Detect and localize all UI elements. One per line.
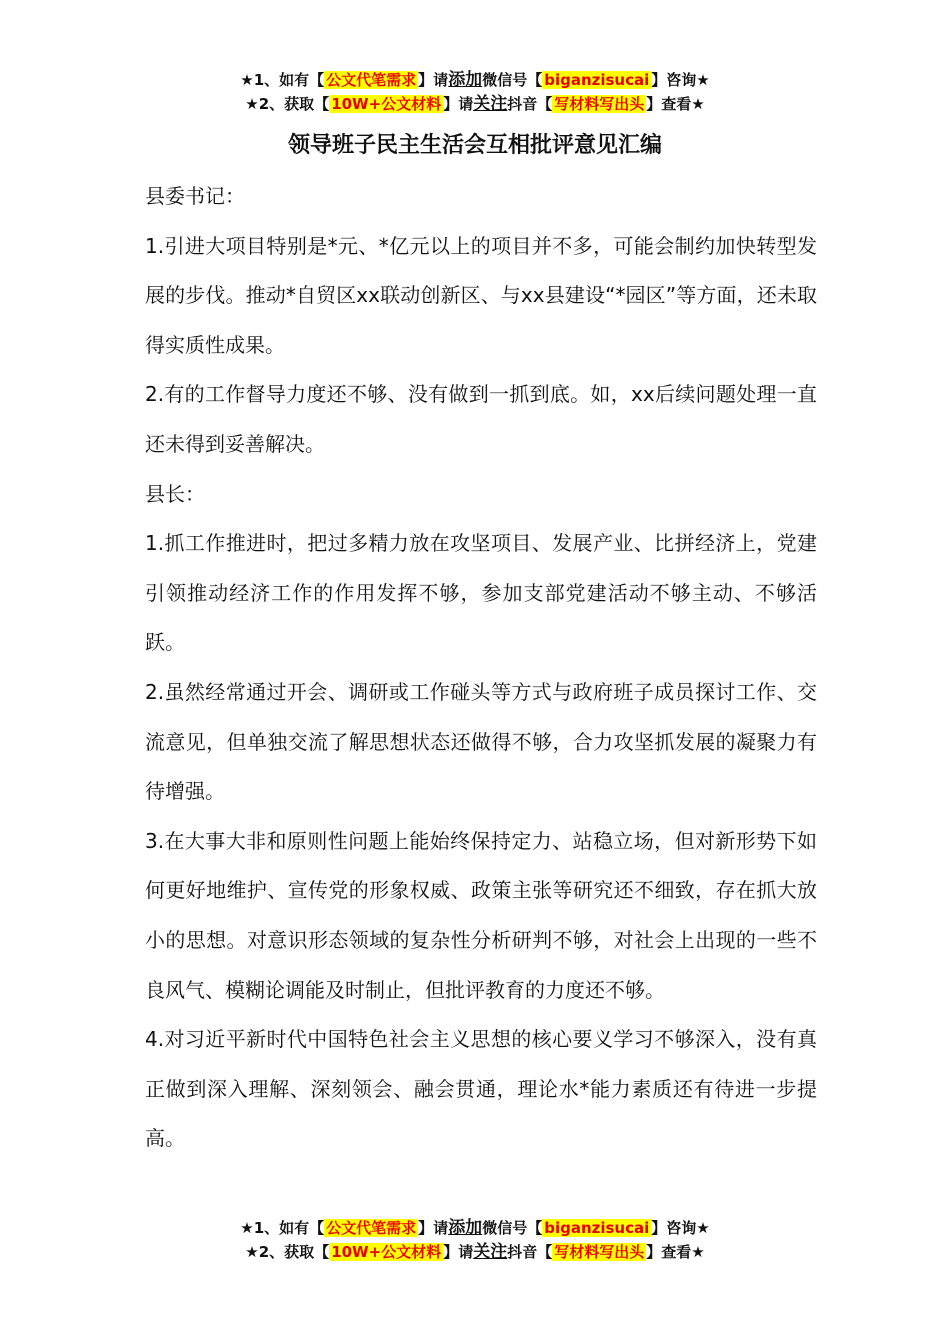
banner-text: 】查看★	[646, 1243, 705, 1261]
paragraph: 2.虽然经常通过开会、调研或工作碰头等方式与政府班子成员探讨工作、交流意见，但单独交流了解思想状态还做得不够，合力攻坚抓发展的凝聚力有待增强。	[145, 679, 817, 804]
paragraph: 1.抓工作推进时，把过多精力放在攻坚项目、发展产业、比拼经济上，党建引领推动经济工作的作用发挥不够，参加支部党建活动不够主动、不够活跃。	[145, 531, 817, 655]
banner-text: 】请	[418, 71, 449, 89]
paragraph: 2.有的工作督导力度还不够、没有做到一抓到底。如，xx后续问题处理一直还未得到妥善解决。	[145, 382, 817, 456]
highlight-wechat-id: biganzisucai	[544, 1219, 650, 1237]
paragraph: 4.对习近平新时代中国特色社会主义思想的核心要义学习不够深入，没有真正做到深入理解、深刻领会、融会贯通，理论水*能力素质还有待进一步提高。	[145, 1027, 817, 1151]
banner-text: 】请	[418, 1219, 449, 1237]
section-heading-county-head: 县长：	[145, 481, 205, 506]
highlight-wechat-id: biganzisucai	[544, 71, 650, 89]
underlined-follow: 关注	[473, 1242, 508, 1262]
banner-text: 微信号【	[482, 71, 543, 89]
banner-text: ★2、获取【	[245, 95, 330, 113]
underlined-add: 添加	[448, 1218, 483, 1238]
highlight-service: 公文代笔需求	[326, 1219, 417, 1237]
paragraph: 3.在大事大非和原则性问题上能始终保持定力、站稳立场，但对新形势下如何更好地维护、宣传党的形象权威、政策主张等研究还不细致，存在抓大放小的思想。对意识形态领域的复杂性分析研判不够，对社会上出现的一些不良风气、模糊论调能及时制止，但批评教育的力度还不够。	[145, 828, 817, 1002]
banner-text: 微信号【	[482, 1219, 543, 1237]
banner-text: ★2、获取【	[245, 1243, 330, 1261]
highlight-materials: 10W+公文材料	[331, 1243, 442, 1261]
underlined-add: 添加	[448, 70, 483, 90]
footer-banner	[0, 1216, 950, 1264]
document-body	[145, 172, 817, 1164]
banner-line-2	[0, 92, 950, 116]
highlight-douyin-id: 写材料写出头	[554, 1243, 645, 1261]
banner-text: 】请	[443, 1243, 474, 1261]
banner-text: ★1、如有【	[240, 71, 325, 89]
banner-text: 】查看★	[646, 95, 705, 113]
banner-line-1	[0, 1216, 950, 1240]
section-heading-county-secretary: 县委书记：	[145, 184, 245, 208]
highlight-service: 公文代笔需求	[326, 71, 417, 89]
banner-text: 抖音【	[507, 95, 553, 113]
header-banner	[0, 68, 950, 116]
highlight-douyin-id: 写材料写出头	[554, 95, 645, 113]
document-title: 领导班子民主生活会互相批评意见汇编	[287, 133, 662, 158]
highlight-materials: 10W+公文材料	[331, 95, 442, 113]
banner-line-2	[0, 1240, 950, 1264]
banner-text: ★1、如有【	[240, 1219, 325, 1237]
paragraph: 1.引进大项目特别是*元、*亿元以上的项目并不多，可能会制约加快转型发展的步伐。推动*自贸区xx联动创新区、与xx县建设“*园区”等方面，还未取得实质性成果。	[145, 233, 817, 357]
banner-text: 抖音【	[507, 1243, 553, 1261]
banner-line-1	[0, 68, 950, 92]
banner-text: 】咨询★	[651, 71, 710, 89]
banner-text: 】请	[443, 95, 474, 113]
banner-text: 】咨询★	[651, 1219, 710, 1237]
underlined-follow: 关注	[473, 94, 508, 114]
